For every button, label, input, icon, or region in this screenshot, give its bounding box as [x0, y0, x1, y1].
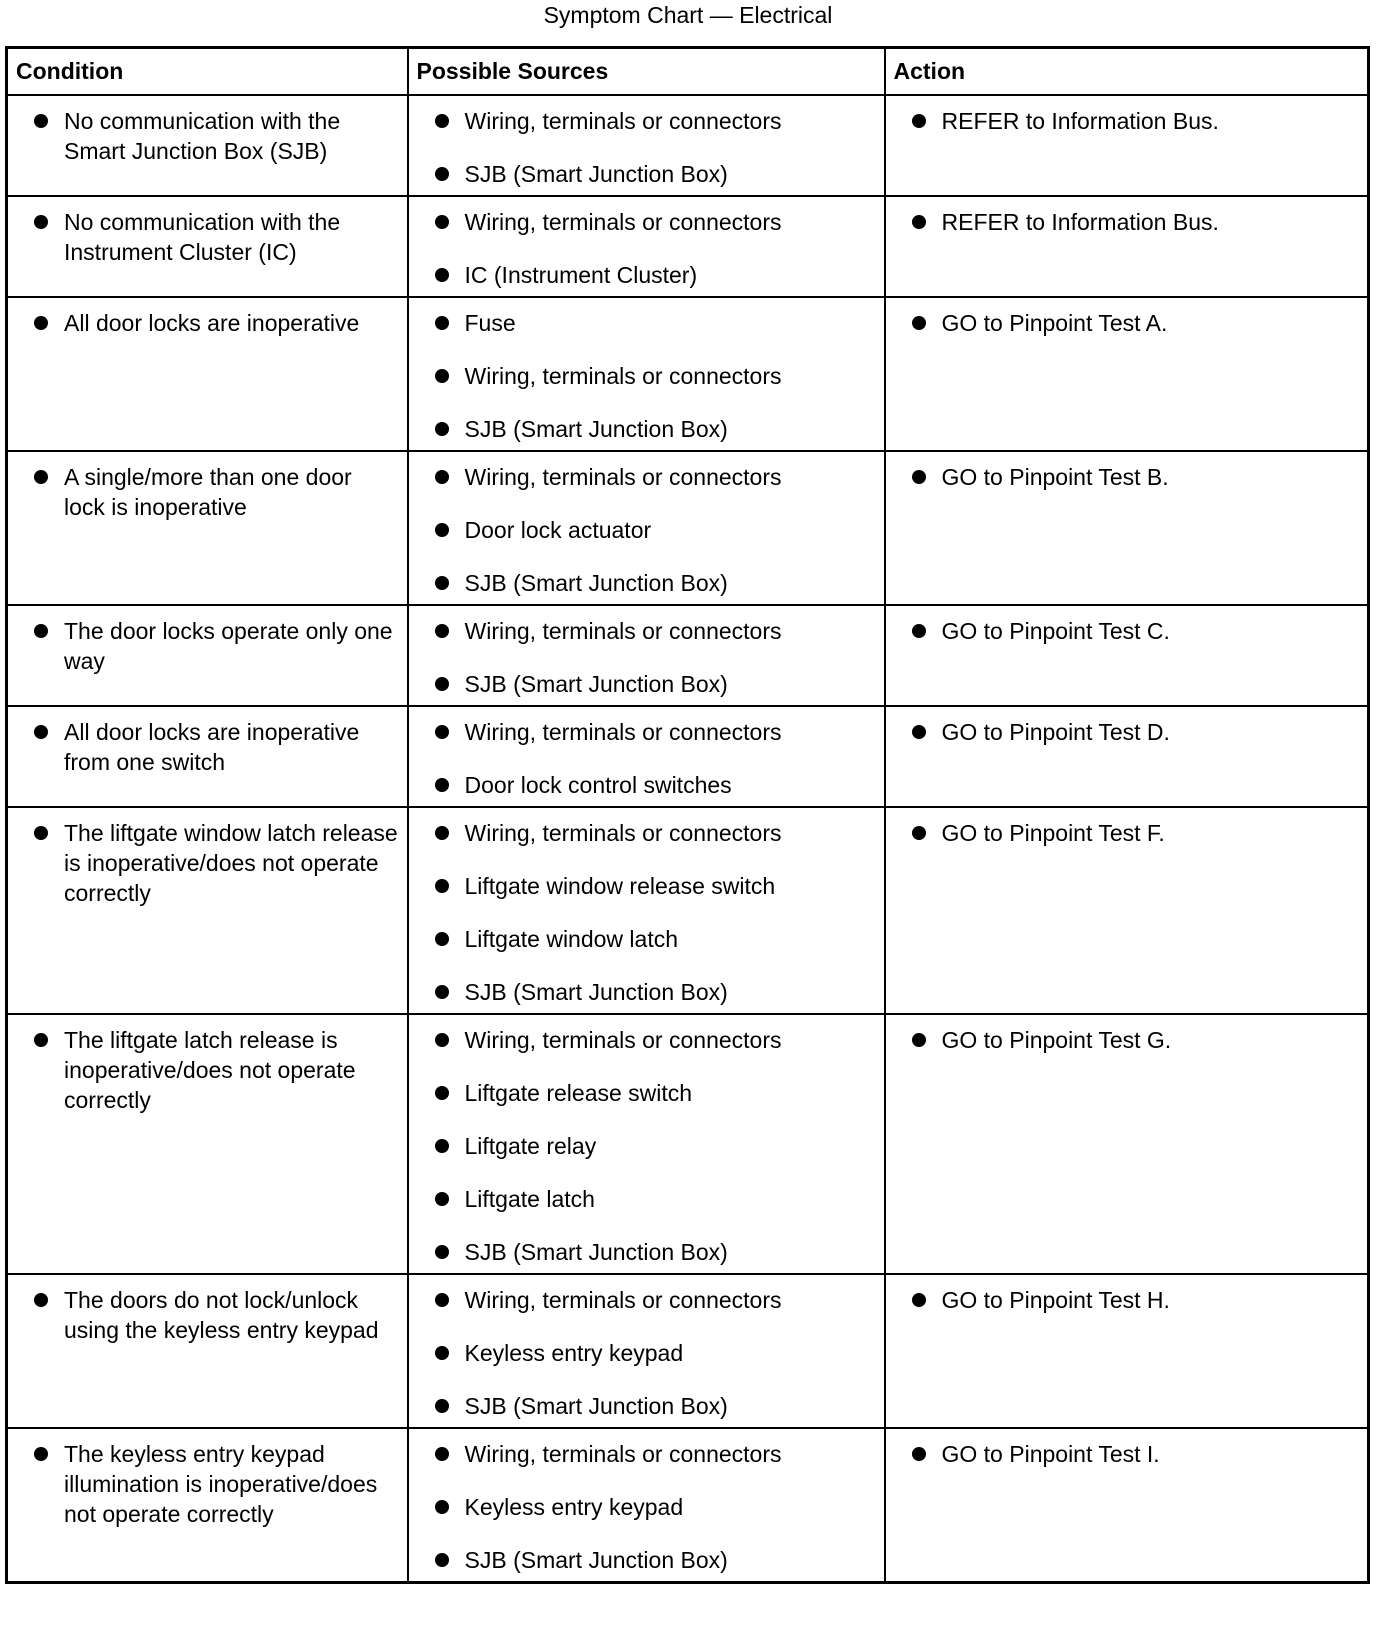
bullet-icon: [34, 1033, 48, 1047]
bullet-icon: [435, 879, 449, 893]
condition-cell: [7, 451, 408, 605]
action-cell: [885, 95, 1369, 196]
bullet-icon: [435, 167, 449, 181]
bullet-icon: [912, 1447, 926, 1461]
condition-list: [8, 308, 399, 338]
bullet-icon: [435, 1553, 449, 1567]
condition-list: [8, 207, 399, 267]
source-item: [409, 106, 876, 136]
action-item: [886, 818, 1360, 848]
action-list: [886, 616, 1360, 646]
bullet-icon: [435, 470, 449, 484]
action-text: GO to Pinpoint Test A.: [941, 310, 1168, 336]
possible-sources-cell: [408, 1014, 885, 1274]
source-item: [409, 260, 876, 290]
condition-item: [8, 462, 399, 522]
source-list: [409, 462, 876, 598]
action-list: [886, 1285, 1360, 1315]
action-cell: [885, 196, 1369, 297]
condition-item: [8, 1025, 399, 1115]
action-cell: [885, 297, 1369, 451]
condition-list: [8, 1025, 399, 1115]
source-text: Wiring, terminals or connectors: [464, 1027, 782, 1053]
table-row: [7, 196, 1369, 297]
source-text: SJB (Smart Junction Box): [464, 161, 728, 187]
source-text: Liftgate release switch: [464, 1080, 693, 1106]
condition-list: [8, 106, 399, 166]
table-row: [7, 1428, 1369, 1583]
condition-text: All door locks are inoperative: [64, 310, 360, 336]
source-item: [409, 1131, 876, 1161]
bullet-icon: [34, 826, 48, 840]
bullet-icon: [435, 316, 449, 330]
table-row: [7, 706, 1369, 807]
possible-sources-cell: [408, 451, 885, 605]
table-row: [7, 451, 1369, 605]
source-list: [409, 616, 876, 699]
bullet-icon: [912, 1293, 926, 1307]
table-row: [7, 1014, 1369, 1274]
source-text: IC (Instrument Cluster): [464, 262, 698, 288]
source-text: Door lock actuator: [464, 517, 652, 543]
source-text: SJB (Smart Junction Box): [464, 570, 728, 596]
action-item: [886, 1025, 1360, 1055]
action-text: REFER to Information Bus.: [941, 108, 1219, 134]
condition-text: The keyless entry keypad illumination is inoperative/does not operate correctly: [64, 1441, 378, 1527]
action-text: GO to Pinpoint Test H.: [941, 1287, 1170, 1313]
source-list: [409, 1285, 876, 1421]
source-item: [409, 871, 876, 901]
source-item: [409, 1545, 876, 1575]
bullet-icon: [435, 1192, 449, 1206]
action-cell: [885, 1428, 1369, 1583]
bullet-icon: [435, 215, 449, 229]
source-item: [409, 308, 876, 338]
source-list: [409, 1439, 876, 1575]
condition-item: [8, 308, 399, 338]
source-item: [409, 924, 876, 954]
action-text: GO to Pinpoint Test C.: [941, 618, 1170, 644]
action-text: GO to Pinpoint Test B.: [941, 464, 1169, 490]
condition-cell: [7, 1014, 408, 1274]
source-item: [409, 568, 876, 598]
source-item: [409, 1285, 876, 1315]
source-item: [409, 361, 876, 391]
action-cell: [885, 706, 1369, 807]
source-item: [409, 1237, 876, 1267]
action-list: [886, 717, 1360, 747]
condition-text: The doors do not lock/unlock using the keyless entry keypad: [64, 1287, 379, 1343]
source-item: [409, 818, 876, 848]
condition-cell: [7, 196, 408, 297]
condition-text: A single/more than one door lock is inoperative: [64, 464, 352, 520]
source-item: [409, 1391, 876, 1421]
condition-cell: [7, 1274, 408, 1428]
bullet-icon: [912, 316, 926, 330]
source-text: Wiring, terminals or connectors: [464, 719, 782, 745]
source-text: SJB (Smart Junction Box): [464, 1393, 728, 1419]
source-item: [409, 207, 876, 237]
table-row: [7, 95, 1369, 196]
bullet-icon: [435, 1500, 449, 1514]
bullet-icon: [34, 470, 48, 484]
source-text: Wiring, terminals or connectors: [464, 618, 782, 644]
source-text: SJB (Smart Junction Box): [464, 979, 728, 1005]
source-text: Wiring, terminals or connectors: [464, 209, 782, 235]
table-row: [7, 297, 1369, 451]
condition-item: [8, 717, 399, 777]
column-header-condition: Condition: [7, 48, 408, 96]
condition-text: No communication with the Smart Junction Box (SJB): [64, 108, 341, 164]
action-text: REFER to Information Bus.: [941, 209, 1219, 235]
bullet-icon: [34, 1447, 48, 1461]
bullet-icon: [435, 826, 449, 840]
possible-sources-cell: [408, 297, 885, 451]
condition-list: [8, 1285, 399, 1345]
source-list: [409, 1025, 876, 1267]
symptom-chart-table: [5, 46, 1370, 1584]
bullet-icon: [435, 1033, 449, 1047]
bullet-icon: [435, 1086, 449, 1100]
bullet-icon: [435, 268, 449, 282]
bullet-icon: [34, 725, 48, 739]
source-item: [409, 462, 876, 492]
source-text: Liftgate latch: [464, 1186, 595, 1212]
source-item: [409, 515, 876, 545]
condition-cell: [7, 807, 408, 1014]
bullet-icon: [435, 932, 449, 946]
bullet-icon: [435, 422, 449, 436]
action-list: [886, 1025, 1360, 1055]
bullet-icon: [912, 624, 926, 638]
action-item: [886, 462, 1360, 492]
source-item: [409, 616, 876, 646]
source-list: [409, 308, 876, 444]
source-list: [409, 106, 876, 189]
bullet-icon: [912, 826, 926, 840]
bullet-icon: [435, 624, 449, 638]
condition-item: [8, 207, 399, 267]
source-text: Liftgate relay: [464, 1133, 597, 1159]
action-list: [886, 207, 1360, 237]
source-text: Wiring, terminals or connectors: [464, 108, 782, 134]
condition-cell: [7, 297, 408, 451]
bullet-icon: [435, 114, 449, 128]
condition-text: The liftgate window latch release is inoperative/does not operate correctly: [64, 820, 398, 906]
bullet-icon: [435, 985, 449, 999]
source-text: Door lock control switches: [464, 772, 732, 798]
source-text: Wiring, terminals or connectors: [464, 363, 782, 389]
condition-item: [8, 818, 399, 908]
bullet-icon: [435, 523, 449, 537]
source-text: Liftgate window latch: [464, 926, 679, 952]
source-item: [409, 1184, 876, 1214]
source-text: SJB (Smart Junction Box): [464, 1547, 728, 1573]
source-item: [409, 1025, 876, 1055]
source-text: SJB (Smart Junction Box): [464, 671, 728, 697]
source-item: [409, 717, 876, 747]
action-item: [886, 1285, 1360, 1315]
condition-cell: [7, 1428, 408, 1583]
table-body: [7, 95, 1369, 1583]
condition-text: The door locks operate only one way: [64, 618, 393, 674]
possible-sources-cell: [408, 706, 885, 807]
bullet-icon: [435, 1399, 449, 1413]
source-list: [409, 717, 876, 800]
page-title: Symptom Chart — Electrical: [543, 2, 833, 28]
bullet-icon: [435, 1245, 449, 1259]
action-text: GO to Pinpoint Test I.: [941, 1441, 1160, 1467]
source-text: Fuse: [464, 310, 516, 336]
condition-item: [8, 106, 399, 166]
source-list: [409, 818, 876, 1007]
condition-cell: [7, 706, 408, 807]
action-item: [886, 106, 1360, 136]
source-text: SJB (Smart Junction Box): [464, 1239, 728, 1265]
action-cell: [885, 1014, 1369, 1274]
possible-sources-cell: [408, 807, 885, 1014]
action-list: [886, 106, 1360, 136]
possible-sources-cell: [408, 196, 885, 297]
bullet-icon: [34, 1293, 48, 1307]
action-item: [886, 616, 1360, 646]
source-text: Liftgate window release switch: [464, 873, 776, 899]
source-text: SJB (Smart Junction Box): [464, 416, 728, 442]
condition-cell: [7, 95, 408, 196]
action-cell: [885, 807, 1369, 1014]
bullet-icon: [435, 677, 449, 691]
bullet-icon: [912, 1033, 926, 1047]
condition-list: [8, 616, 399, 676]
bullet-icon: [435, 1346, 449, 1360]
source-item: [409, 414, 876, 444]
condition-text: All door locks are inoperative from one switch: [64, 719, 360, 775]
source-text: Wiring, terminals or connectors: [464, 1287, 782, 1313]
action-text: GO to Pinpoint Test D.: [941, 719, 1170, 745]
source-list: [409, 207, 876, 290]
possible-sources-cell: [408, 605, 885, 706]
table-row: [7, 605, 1369, 706]
action-list: [886, 462, 1360, 492]
bullet-icon: [435, 1139, 449, 1153]
action-cell: [885, 605, 1369, 706]
source-item: [409, 159, 876, 189]
condition-list: [8, 717, 399, 777]
bullet-icon: [435, 725, 449, 739]
action-cell: [885, 451, 1369, 605]
condition-list: [8, 462, 399, 522]
action-text: GO to Pinpoint Test G.: [941, 1027, 1172, 1053]
source-item: [409, 977, 876, 1007]
condition-text: The liftgate latch release is inoperative/does not operate correctly: [64, 1027, 356, 1113]
action-list: [886, 308, 1360, 338]
action-item: [886, 717, 1360, 747]
bullet-icon: [435, 1447, 449, 1461]
source-text: Wiring, terminals or connectors: [464, 820, 782, 846]
source-text: Keyless entry keypad: [464, 1340, 684, 1366]
action-cell: [885, 1274, 1369, 1428]
condition-item: [8, 1285, 399, 1345]
source-text: Keyless entry keypad: [464, 1494, 684, 1520]
bullet-icon: [435, 576, 449, 590]
column-header-action: Action: [885, 48, 1369, 96]
possible-sources-cell: [408, 95, 885, 196]
action-item: [886, 207, 1360, 237]
bullet-icon: [435, 778, 449, 792]
bullet-icon: [34, 624, 48, 638]
condition-list: [8, 818, 399, 908]
action-item: [886, 1439, 1360, 1469]
source-item: [409, 669, 876, 699]
bullet-icon: [435, 1293, 449, 1307]
condition-item: [8, 1439, 399, 1529]
action-list: [886, 1439, 1360, 1469]
source-item: [409, 1439, 876, 1469]
possible-sources-cell: [408, 1274, 885, 1428]
action-text: GO to Pinpoint Test F.: [941, 820, 1165, 846]
condition-text: No communication with the Instrument Cluster (IC): [64, 209, 341, 265]
column-header-possible-sources: Possible Sources: [408, 48, 885, 96]
bullet-icon: [912, 114, 926, 128]
source-item: [409, 1078, 876, 1108]
table-header-row: [7, 48, 1369, 96]
condition-cell: [7, 605, 408, 706]
source-text: Wiring, terminals or connectors: [464, 464, 782, 490]
source-item: [409, 1338, 876, 1368]
source-text: Wiring, terminals or connectors: [464, 1441, 782, 1467]
source-item: [409, 770, 876, 800]
bullet-icon: [34, 215, 48, 229]
table-row: [7, 1274, 1369, 1428]
condition-item: [8, 616, 399, 676]
action-item: [886, 308, 1360, 338]
bullet-icon: [34, 316, 48, 330]
table-row: [7, 807, 1369, 1014]
bullet-icon: [34, 114, 48, 128]
bullet-icon: [912, 215, 926, 229]
condition-list: [8, 1439, 399, 1529]
source-item: [409, 1492, 876, 1522]
possible-sources-cell: [408, 1428, 885, 1583]
bullet-icon: [912, 725, 926, 739]
bullet-icon: [435, 369, 449, 383]
action-list: [886, 818, 1360, 848]
bullet-icon: [912, 470, 926, 484]
